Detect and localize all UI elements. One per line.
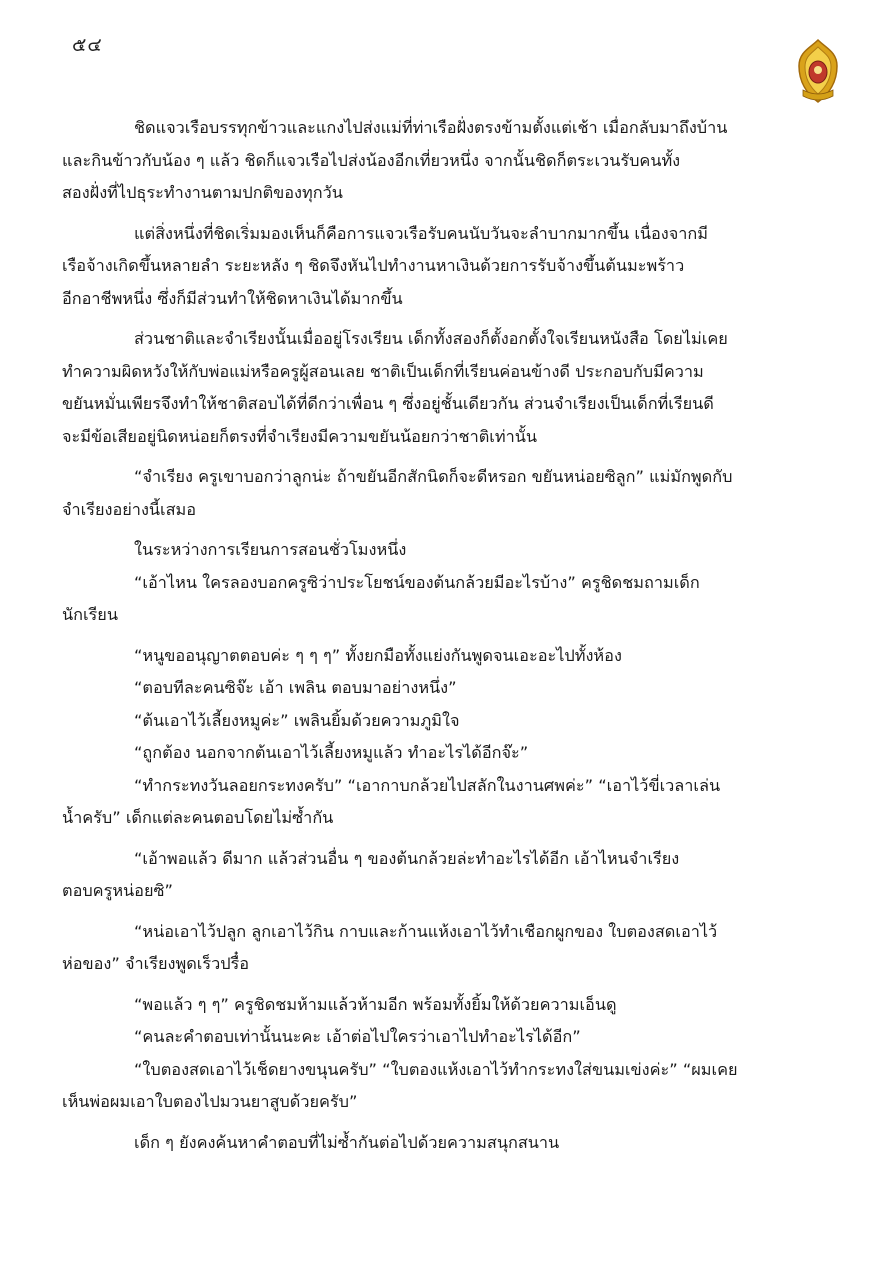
text-line: ห่อของ” จำเรียงพูดเร็วปรื๋อ	[62, 954, 250, 973]
text-line: สองฝั่งที่ไปธุระทำงานตามปกติของทุกวัน	[62, 183, 343, 202]
text-line: “เอ้าไหน ใครลองบอกครูซิว่าประโยชน์ของต้นกล้วยมีอะไรบ้าง” ครูชิดชมถามเด็ก	[134, 572, 700, 592]
text-line: “ตอบทีละคนซิจ๊ะ เอ้า เพลิน ตอบมาอย่างหนึ่ง”	[134, 678, 457, 697]
text-line: เด็ก ๆ ยังคงค้นหาคำตอบที่ไม่ซ้ำกันต่อไปด้วยความสนุกสนาน	[134, 1132, 560, 1152]
text-line: เรือจ้างเกิดขึ้นหลายลำ ระยะหลัง ๆ ชิดจึงหันไปทำงานหาเงินด้วยการรับจ้างขึ้นต้นมะพร้าว	[62, 256, 685, 275]
text-line: ขยันหมั่นเพียรจึงทำให้ชาติสอบได้ที่ดีกว่าเพื่อน ๆ ซึ่งอยู่ชั้นเดียวกัน ส่วนจำเรียงเป็นเด็กที่เรียนดี	[62, 394, 714, 413]
text-line: ตอบครูหน่อยซิ”	[62, 881, 173, 900]
text-line: “ทำกระทงวันลอยกระทงครับ” “เอากาบกล้วยไปสลักในงานศพค่ะ” “เอาไว้ขี่เวลาเล่น	[134, 775, 721, 795]
text-line: จะมีข้อเสียอยู่นิดหน่อยก็ตรงที่จำเรียงมีความขยันน้อยกว่าชาติเท่านั้น	[62, 426, 538, 446]
text-line: น้ำครับ” เด็กแต่ละคนตอบโดยไม่ซ้ำกัน	[62, 808, 334, 827]
text-line: ชิดแจวเรือบรรทุกข้าวและแกงไปส่งแม่ที่ท่าเรือฝั่งตรงข้ามตั้งแต่เช้า เมื่อกลับมาถึงบ้าน	[134, 118, 728, 137]
text-line: “พอแล้ว ๆ ๆ” ครูชิดชมห้ามแล้วห้ามอีก พร้อมทั้งยิ้มให้ด้วยความเอ็นดู	[134, 994, 617, 1014]
text-line: “คนละคำตอบเท่านั้นนะคะ เอ้าต่อไปใครว่าเอาไปทำอะไรได้อีก”	[134, 1027, 581, 1046]
school-emblem-icon	[793, 38, 843, 104]
text-line: “ต้นเอาไว้เลี้ยงหมูค่ะ” เพลินยิ้มด้วยความภูมิใจ	[134, 710, 460, 730]
text-line: “ใบตองสดเอาไว้เช็ดยางขนุนครับ” “ใบตองแห้งเอาไว้ทำกระทงใส่ขนมเข่งค่ะ” “ผมเคย	[134, 1059, 738, 1079]
text-line: “ถูกต้อง นอกจากต้นเอาไว้เลี้ยงหมูแล้ว ทำอะไรได้อีกจ๊ะ”	[134, 743, 529, 762]
text-line: จำเรียงอย่างนี้เสมอ	[62, 499, 197, 519]
text-line: เห็นพ่อผมเอาใบตองไปมวนยาสูบด้วยครับ”	[62, 1092, 358, 1111]
text-line: ทำความผิดหวังให้กับพ่อแม่หรือครูผู้สอนเลย ชาติเป็นเด็กที่เรียนค่อนข้างดี ประกอบกับมีความ	[62, 361, 704, 381]
text-line: “หนูขออนุญาตตอบค่ะ ๆ ๆ ๆ” ทั้งยกมือทั้งแย่งกันพูดจนเอะอะไปทั้งห้อง	[134, 645, 622, 665]
page-number: ๕๔	[72, 34, 103, 56]
text-line: ส่วนชาติและจำเรียงนั้นเมื่ออยู่โรงเรียน เด็กทั้งสองก็ตั้งอกตั้งใจเรียนหนังสือ โดยไม่เคย	[134, 329, 728, 348]
text-line: ในระหว่างการเรียนการสอนชั่วโมงหนึ่ง	[134, 540, 407, 559]
text-line: นักเรียน	[62, 605, 118, 624]
text-line: “จำเรียง ครูเขาบอกว่าลูกน่ะ ถ้าขยันอีกสักนิดก็จะดีหรอก ขยันหน่อยซิลูก” แม่มักพูดกับ	[134, 467, 733, 486]
body-text	[62, 112, 792, 1159]
text-line: “เอ้าพอแล้ว ดีมาก แล้วส่วนอื่น ๆ ของต้นกล้วยล่ะทำอะไรได้อีก เอ้าไหนจำเรียง	[134, 848, 680, 868]
text-line: อีกอาชีพหนึ่ง ซึ่งก็มีส่วนทำให้ชิดหาเงินได้มากขึ้น	[62, 288, 403, 308]
text-line: แต่สิ่งหนึ่งที่ชิดเริ่มมองเห็นก็คือการแจวเรือรับคนนับวันจะลำบากมากขึ้น เนื่องจากมี	[134, 223, 709, 243]
text-line: “หน่อเอาไว้ปลูก ลูกเอาไว้กิน กาบและก้านแห้งเอาไว้ทำเชือกผูกของ ใบตองสดเอาไว้	[134, 921, 718, 941]
text-line: และกินข้าวกับน้อง ๆ แล้ว ชิดก็แจวเรือไปส่งน้องอีกเที่ยวหนึ่ง จากนั้นชิดก็ตระเวนรับคนทั้ง	[62, 150, 681, 170]
